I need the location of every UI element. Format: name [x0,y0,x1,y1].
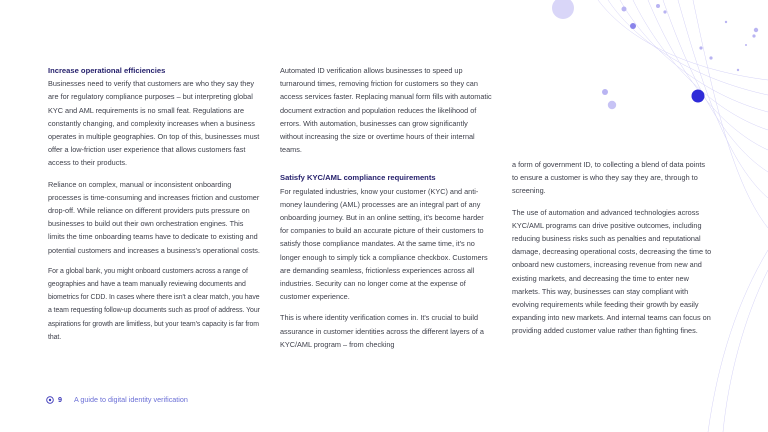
heading-increase-operational-efficiencies: Increase operational efficiencies [48,66,166,75]
page-number: 9 [58,395,62,404]
body-paragraph: a form of government ID, to collecting a blend of data points to ensure a customer is who they say they are, through to screening. [512,160,706,196]
column-left [48,64,260,352]
body-paragraph: For a global bank, you might onboard customers across a range of geographies and have a team manually reviewing documents and biometrics for CDD. In cases where there isn't a clear match, you have a team requesting follow-up documents such as proof of address. Your aspirations for growth are limitless, but your team's capacity is far from that. [48,267,260,341]
body-paragraph: This is where identity verification comes in. It's crucial to build assurance in customer identities across the different layers of a KYC/AML program – from checking [280,313,484,349]
body-paragraph: The use of automation and advanced technologies across KYC/AML programs can drive positive outcomes, including reducing business risks such as penalties and reputational damage, decreasing operational costs, decreasing the time to onboard new customers, increasing revenue from new and existing markets, and decreasing the time to enter new markets. This way, businesses can stay compliant with evolving requirements while feeding their growth by easily expanding into new markets. And internal teams can focus on providing added customer value rather than fighting fines. [512,207,712,336]
page-footer [46,395,188,404]
body-paragraph: Businesses need to verify that customers are who they say they are for regulatory compliance purposes – but interpreting global KYC and AML requirements is no small feat. Regulations are constantly changing, and complexity increases when a business operates in multiple geographies. On top of this, businesses must offer a low-friction user experience that allows customers fast access to their products. [48,79,260,168]
column-middle [280,64,492,359]
body-paragraph: For regulated industries, know your customer (KYC) and anti-money laundering (AML) processes are an integral part of any onboarding journey. But in an online setting, it's become harder for companies to build an accurate picture of their customers to satisfy those compliance mandates. At the same time, it's no longer enough to simply tick a compliance checkbox. Customers are demanding seamless, frictionless experiences across all industries. Security can no longer come at the expense of customer experience. [280,186,488,302]
target-icon [46,396,54,404]
column-right [512,158,712,346]
body-paragraph: Automated ID verification allows businesses to speed up turnaround times, removing friction for customers so they can access services faster. Replacing manual form fills with automatic document extraction and population reduces the likelihood of errors. With automation, businesses can grow significantly without increasing the size or overtime hours of their internal teams. [280,66,492,155]
footer-title: A guide to digital identity verification [74,395,188,404]
body-paragraph: Reliance on complex, manual or inconsistent onboarding processes is time-consuming and increases friction and customer drop-off. While reliance on different providers puts pressure on businesses to build out their own orchestration engines. This limits the time onboarding teams have to dedicate to existing and potential customers and increases a business's operational costs. [48,179,260,255]
heading-satisfy-kyc-aml: Satisfy KYC/AML compliance requirements [280,173,436,183]
